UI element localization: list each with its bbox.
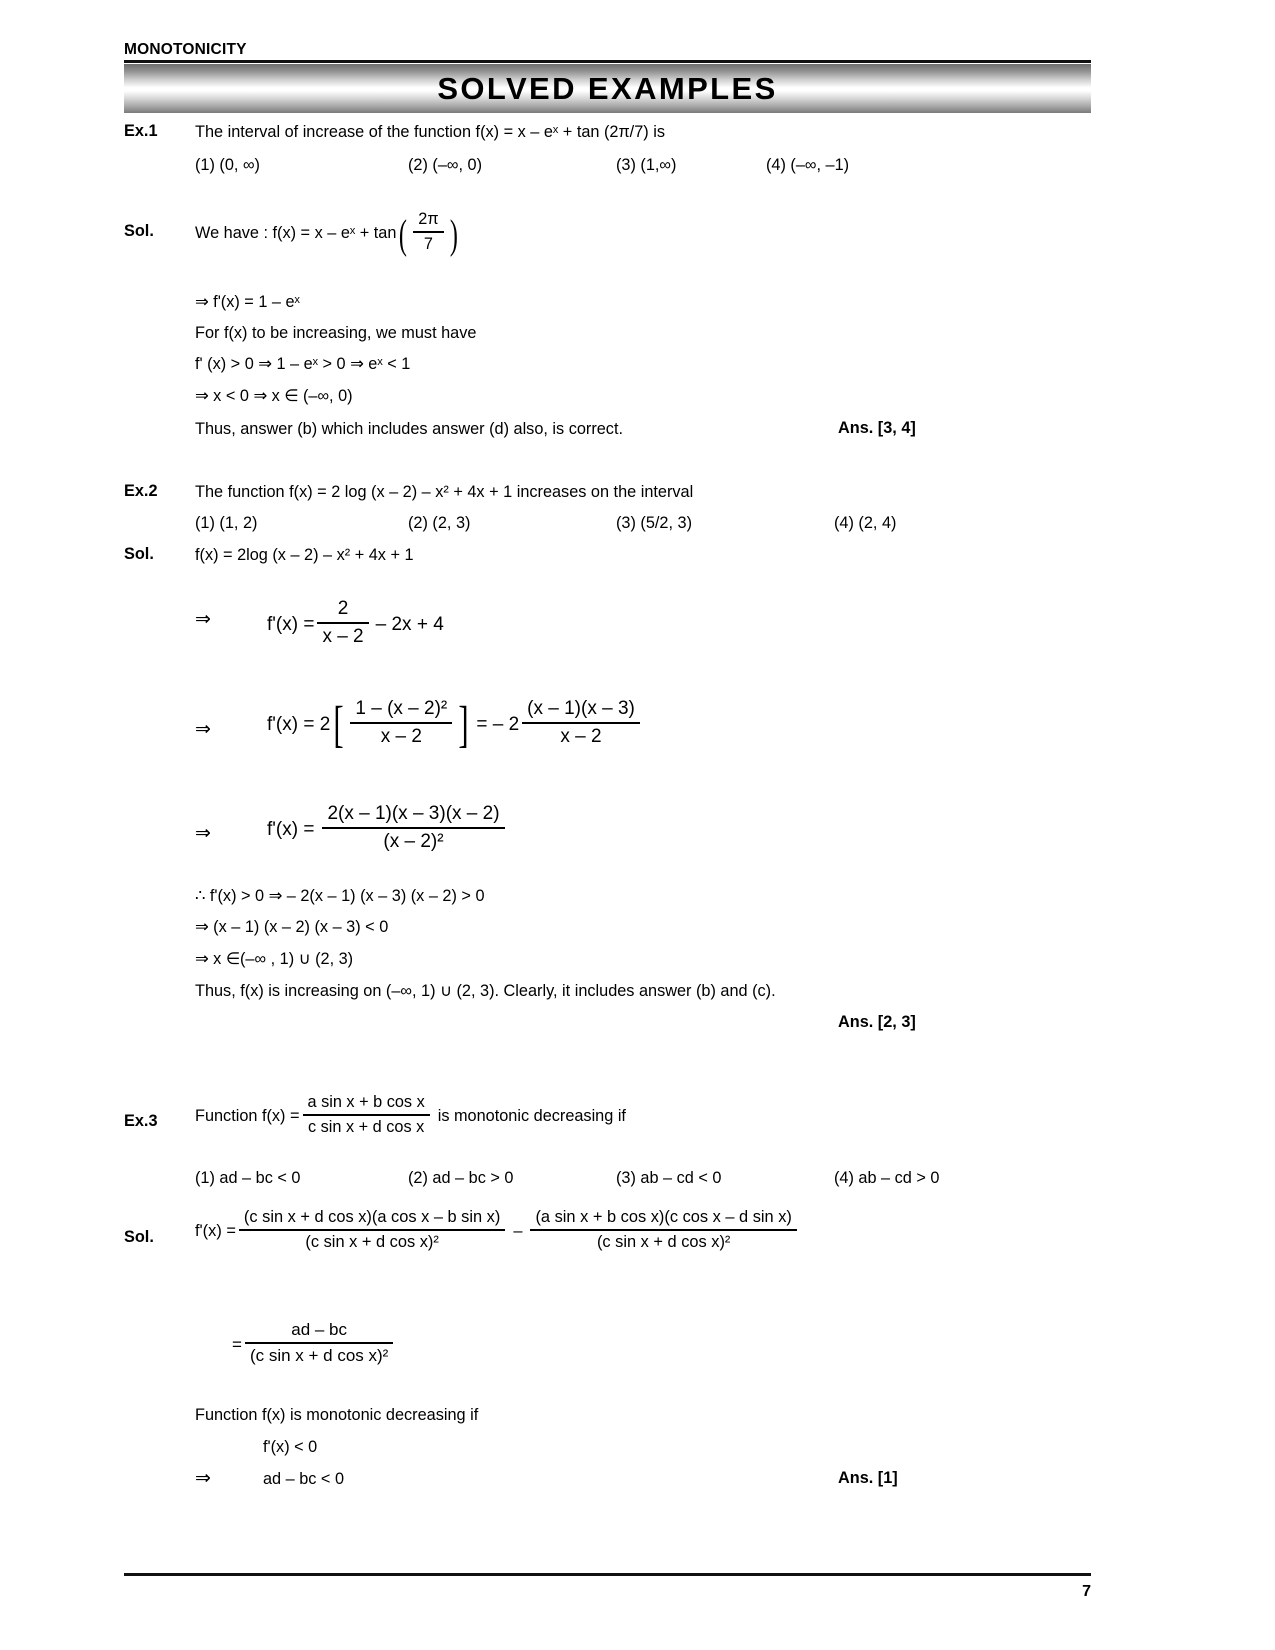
ex3-tail-line-2: f'(x) < 0 (263, 1438, 318, 1456)
ex1-question: The interval of increase of the function f(x) = x – eˣ + tan (2π/7) is (195, 123, 665, 141)
banner-title: SOLVED EXAMPLES (437, 70, 778, 106)
ex3-step1-fraction-2 (530, 1208, 796, 1252)
ex1-option-4[interactable]: (4) (–∞, –1) (766, 156, 850, 174)
ex2-step3-lhs: f'(x) = (267, 818, 315, 840)
ex1-label: Ex.1 (124, 122, 158, 140)
ex2-step2-frac2-bar (522, 722, 640, 724)
ex3-step1 (195, 1210, 800, 1254)
ex3-step2-fraction (245, 1320, 393, 1366)
ex3-option-1[interactable]: (1) ad – bc < 0 (195, 1169, 301, 1187)
ex1-fraction-bar (413, 231, 443, 233)
ex2-step1-numerator: 2 (337, 598, 349, 620)
right-bracket-icon: ] (458, 695, 469, 753)
ex3-step1-lhs: f'(x) = (195, 1222, 236, 1241)
ex2-step1-fraction-bar (317, 622, 368, 624)
ex3-step2-lhs: = (232, 1334, 242, 1354)
ex1-option-3[interactable]: (3) (1,∞) (616, 156, 677, 174)
ex1-fraction-denominator: 7 (423, 234, 433, 253)
solved-examples-banner (124, 64, 1091, 113)
ex1-option-2[interactable]: (2) (–∞, 0) (408, 156, 483, 174)
ex2-step3-fraction-bar (322, 827, 504, 829)
ex3-option-4[interactable]: (4) ab – cd > 0 (834, 1169, 940, 1187)
ex3-step1-frac1-numerator: (c sin x + d cos x)(a cos x – b sin x) (243, 1208, 501, 1227)
ex3-option-3[interactable]: (3) ab – cd < 0 (616, 1169, 722, 1187)
ex2-step3-fraction (322, 803, 504, 853)
ex2-tail-line-2: ⇒ (x – 1) (x – 2) (x – 3) < 0 (195, 918, 389, 936)
ex1-sol-line-5: ⇒ x < 0 ⇒ x ∈ (–∞, 0) (195, 387, 353, 405)
ex3-tail-line-1: Function f(x) is monotonic decreasing if (195, 1406, 479, 1424)
ex2-sol-label: Sol. (124, 545, 154, 563)
ex2-option-4[interactable]: (4) (2, 4) (834, 514, 897, 532)
ex3-answer: Ans. [1] (838, 1469, 898, 1487)
ex3-question-numerator: a sin x + b cos x (307, 1093, 425, 1112)
ex2-sol-line-1: f(x) = 2log (x – 2) – x² + 4x + 1 (195, 546, 414, 564)
ex2-step2-fraction-1 (350, 698, 452, 748)
ex2-step2 (267, 695, 643, 753)
ex1-sol-line-6: Thus, answer (b) which includes answer (d) also, is correct. (195, 420, 623, 438)
footer-rule (124, 1573, 1091, 1576)
ex1-fraction (413, 210, 443, 254)
ex3-step1-minus: – (513, 1222, 523, 1241)
ex3-step1-fraction-1 (239, 1208, 505, 1252)
ex2-tail-line-3: ⇒ x ∈(–∞ , 1) ∪ (2, 3) (195, 950, 354, 968)
ex2-step2-frac2-numerator: (x – 1)(x – 3) (527, 698, 635, 720)
ex3-option-2[interactable]: (2) ad – bc > 0 (408, 1169, 514, 1187)
ex2-step2-mid: = – 2 (476, 713, 520, 735)
ex3-tail-line-3: ad – bc < 0 (263, 1470, 345, 1488)
ex3-tail-implies: ⇒ (195, 1467, 211, 1489)
ex2-label: Ex.2 (124, 482, 158, 500)
ex2-step1-denominator: x – 2 (322, 625, 364, 647)
ex3-step1-frac1-bar (239, 1229, 505, 1231)
ex3-step2-fraction-bar (245, 1342, 393, 1344)
ex2-option-1[interactable]: (1) (1, 2) (195, 514, 258, 532)
ex2-step2-fraction-2 (522, 698, 640, 748)
ex3-step1-frac2-bar (530, 1229, 796, 1231)
ex3-step2 (232, 1322, 396, 1368)
ex1-fraction-numerator: 2π (418, 210, 439, 229)
ex2-step2-frac1-denominator: x – 2 (380, 725, 422, 747)
ex3-question (195, 1095, 626, 1139)
ex2-option-2[interactable]: (2) (2, 3) (408, 514, 471, 532)
ex2-tail-line-4: Thus, f(x) is increasing on (–∞, 1) ∪ (2, 3). Clearly, it includes answer (b) and (c). (195, 982, 776, 1000)
left-paren-icon: ( (399, 210, 408, 257)
ex1-sol-label: Sol. (124, 222, 154, 240)
ex2-step2-frac1-numerator: 1 – (x – 2)² (355, 698, 448, 720)
ex3-question-denominator: c sin x + d cos x (307, 1117, 425, 1136)
ex2-step2-implies: ⇒ (195, 718, 211, 740)
ex2-step1-lhs: f'(x) = (267, 613, 315, 635)
ex3-question-fraction (303, 1093, 430, 1137)
ex2-tail-line-1: ∴ f'(x) > 0 ⇒ – 2(x – 1) (x – 3) (x – 2) > 0 (195, 887, 485, 905)
ex2-step1-tail: – 2x + 4 (375, 613, 444, 635)
ex2-step3 (267, 805, 508, 855)
ex2-answer: Ans. [2, 3] (838, 1013, 916, 1031)
ex2-step1-fraction (317, 598, 368, 648)
ex1-option-1[interactable]: (1) (0, ∞) (195, 156, 260, 174)
ex2-step3-implies: ⇒ (195, 822, 211, 844)
ex3-sol-label: Sol. (124, 1228, 154, 1246)
ex1-sol-line-1 (195, 212, 460, 256)
ex2-step1-implies: ⇒ (195, 608, 211, 630)
ex3-question-fraction-bar (303, 1114, 430, 1116)
ex2-step3-denominator: (x – 2)² (383, 830, 444, 852)
ex1-sol-line-3: For f(x) to be increasing, we must have (195, 324, 477, 342)
ex2-step3-numerator: 2(x – 1)(x – 3)(x – 2) (327, 803, 500, 825)
ex2-question: The function f(x) = 2 log (x – 2) – x² + 4x + 1 increases on the interval (195, 483, 694, 501)
ex1-sol-line-4: f' (x) > 0 ⇒ 1 – eˣ > 0 ⇒ eˣ < 1 (195, 355, 411, 373)
ex1-sol-line-2: ⇒ f'(x) = 1 – eˣ (195, 293, 300, 311)
ex2-step1 (267, 600, 444, 650)
ex3-step1-frac2-denominator: (c sin x + d cos x)² (596, 1232, 731, 1251)
ex3-question-pre: Function f(x) = (195, 1107, 300, 1126)
ex1-answer: Ans. [3, 4] (838, 419, 916, 437)
ex3-label: Ex.3 (124, 1112, 158, 1130)
ex3-question-post: is monotonic decreasing if (437, 1107, 626, 1126)
left-bracket-icon: [ (333, 695, 344, 753)
ex3-step2-numerator: ad – bc (291, 1320, 348, 1340)
ex3-step2-denominator: (c sin x + d cos x)² (249, 1345, 389, 1365)
ex3-step1-frac2-numerator: (a sin x + b cos x)(c cos x – d sin x) (535, 1208, 792, 1227)
ex2-step2-frac2-denominator: x – 2 (560, 725, 602, 747)
ex2-step2-frac1-bar (350, 722, 452, 724)
running-head: MONOTONICITY (124, 41, 247, 58)
ex3-step1-frac1-denominator: (c sin x + d cos x)² (305, 1232, 439, 1251)
ex2-step2-lhs: f'(x) = 2 (267, 713, 331, 735)
right-paren-icon: ) (449, 210, 458, 257)
page-number: 7 (1082, 1583, 1091, 1600)
ex2-option-3[interactable]: (3) (5/2, 3) (616, 514, 693, 532)
ex1-sol-line-1-text: We have : f(x) = x – eˣ + tan (195, 224, 397, 243)
header-rule (124, 60, 1091, 63)
